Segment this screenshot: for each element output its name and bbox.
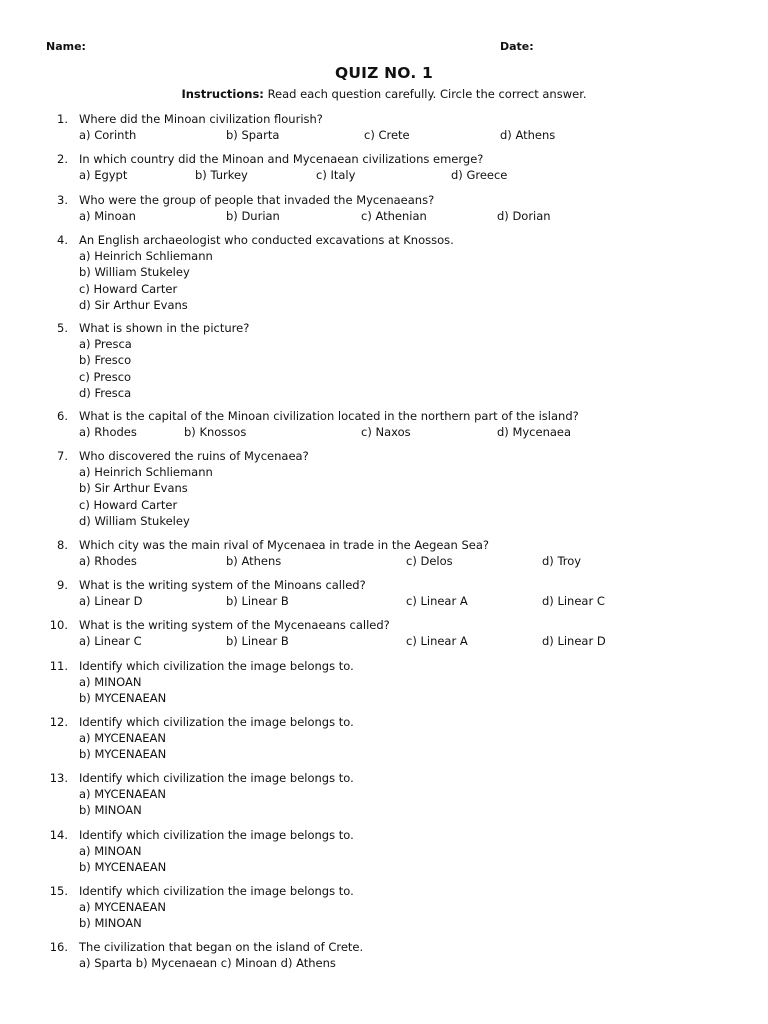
question-text: What is shown in the picture? [79,321,250,335]
answer-option[interactable]: c) Athenian [361,209,427,224]
question-number: 10. [49,618,68,632]
question-number: 15. [49,884,68,898]
answer-option[interactable]: c) Italy [316,168,356,183]
answer-option[interactable]: a) Sparta b) Mycenaean c) Minoan d) Athens [79,956,336,971]
answer-option[interactable]: c) Delos [406,554,453,569]
question-text: Identify which civilization the image belongs to. [79,715,354,729]
instructions [0,87,768,101]
name-label: Name: [46,40,86,53]
question-number: 14. [49,828,68,842]
answer-option[interactable]: b) Linear B [226,634,289,649]
answer-option[interactable]: b) MYCENAEAN [79,860,167,875]
answer-option[interactable]: a) MINOAN [79,675,142,690]
answer-option[interactable]: a) Linear C [79,634,142,649]
question-text: Identify which civilization the image belongs to. [79,659,354,673]
answer-option[interactable]: b) MINOAN [79,916,142,931]
question-text: Identify which civilization the image belongs to. [79,884,354,898]
answer-option[interactable]: d) William Stukeley [79,513,190,528]
answer-option[interactable]: a) MYCENAEAN [79,900,167,915]
page-title: QUIZ NO. 1 [334,64,434,82]
question-text: Identify which civilization the image belongs to. [79,771,354,785]
answer-option[interactable]: a) Minoan [79,209,136,224]
question-number: 6. [57,409,68,423]
answer-option[interactable]: d) Linear C [542,594,605,609]
question-text: Who were the group of people that invaded the Mycenaeans? [79,193,435,207]
answer-option[interactable]: d) Mycenaea [497,425,572,440]
answer-option[interactable]: d) Sir Arthur Evans [79,297,188,312]
answer-option[interactable]: a) Presca [79,337,132,352]
answer-option[interactable]: d) Linear D [542,634,606,649]
answer-option[interactable]: b) Sir Arthur Evans [79,481,188,496]
question-number: 3. [57,193,68,207]
answer-option[interactable]: b) Athens [226,554,282,569]
answer-option[interactable]: a) MYCENAEAN [79,787,167,802]
answer-option[interactable]: d) Greece [451,168,508,183]
question-number: 2. [57,152,68,166]
answer-option[interactable]: a) MINOAN [79,844,142,859]
question-number: 16. [49,940,68,954]
answer-option[interactable]: c) Linear A [406,594,468,609]
answer-option[interactable]: b) Turkey [195,168,248,183]
answer-option[interactable]: c) Naxos [361,425,411,440]
instructions-label: Instructions: [181,87,264,101]
date-label: Date: [500,40,534,53]
answer-option[interactable]: a) Egypt [79,168,128,183]
question-text: An English archaeologist who conducted excavations at Knossos. [79,233,454,247]
answer-option[interactable]: c) Howard Carter [79,497,178,512]
answer-option[interactable]: b) Sparta [226,128,280,143]
question-number: 9. [57,578,68,592]
question-number: 12. [49,715,68,729]
instructions-text: Read each question carefully. Circle the correct answer. [263,87,587,101]
answer-option[interactable]: b) Durian [226,209,280,224]
question-text: Which city was the main rival of Mycenaea in trade in the Aegean Sea? [79,538,489,552]
question-number: 1. [57,112,68,126]
answer-option[interactable]: c) Presco [79,369,132,384]
question-text: What is the capital of the Minoan civilization located in the northern part of the island? [79,409,579,423]
answer-option[interactable]: c) Linear A [406,634,468,649]
answer-option[interactable]: d) Troy [542,554,582,569]
answer-option[interactable]: b) MINOAN [79,803,142,818]
question-text: What is the writing system of the Minoans called? [79,578,366,592]
question-number: 4. [57,233,68,247]
question-number: 8. [57,538,68,552]
question-number: 7. [57,449,68,463]
answer-option[interactable]: d) Dorian [497,209,551,224]
answer-option[interactable]: a) MYCENAEAN [79,731,167,746]
question-number: 13. [49,771,68,785]
answer-option[interactable]: b) MYCENAEAN [79,691,167,706]
answer-option[interactable]: d) Fresca [79,385,132,400]
question-text: Who discovered the ruins of Mycenaea? [79,449,309,463]
answer-option[interactable]: b) MYCENAEAN [79,747,167,762]
question-number: 11. [49,659,68,673]
question-text: Identify which civilization the image belongs to. [79,828,354,842]
answer-option[interactable]: c) Howard Carter [79,281,178,296]
answer-option[interactable]: a) Linear D [79,594,143,609]
question-text: The civilization that began on the island of Crete. [79,940,364,954]
answer-option[interactable]: b) Knossos [184,425,247,440]
question-text: In which country did the Minoan and Mycenaean civilizations emerge? [79,152,484,166]
answer-option[interactable]: a) Corinth [79,128,137,143]
answer-option[interactable]: c) Crete [364,128,410,143]
answer-option[interactable]: a) Rhodes [79,554,137,569]
question-number: 5. [57,321,68,335]
answer-option[interactable]: b) Linear B [226,594,289,609]
answer-option[interactable]: a) Heinrich Schliemann [79,249,213,264]
answer-option[interactable]: a) Rhodes [79,425,137,440]
answer-option[interactable]: b) William Stukeley [79,265,190,280]
answer-option[interactable]: d) Athens [500,128,556,143]
answer-option[interactable]: b) Fresco [79,353,132,368]
question-text: What is the writing system of the Mycenaeans called? [79,618,390,632]
question-text: Where did the Minoan civilization flourish? [79,112,323,126]
answer-option[interactable]: a) Heinrich Schliemann [79,465,213,480]
